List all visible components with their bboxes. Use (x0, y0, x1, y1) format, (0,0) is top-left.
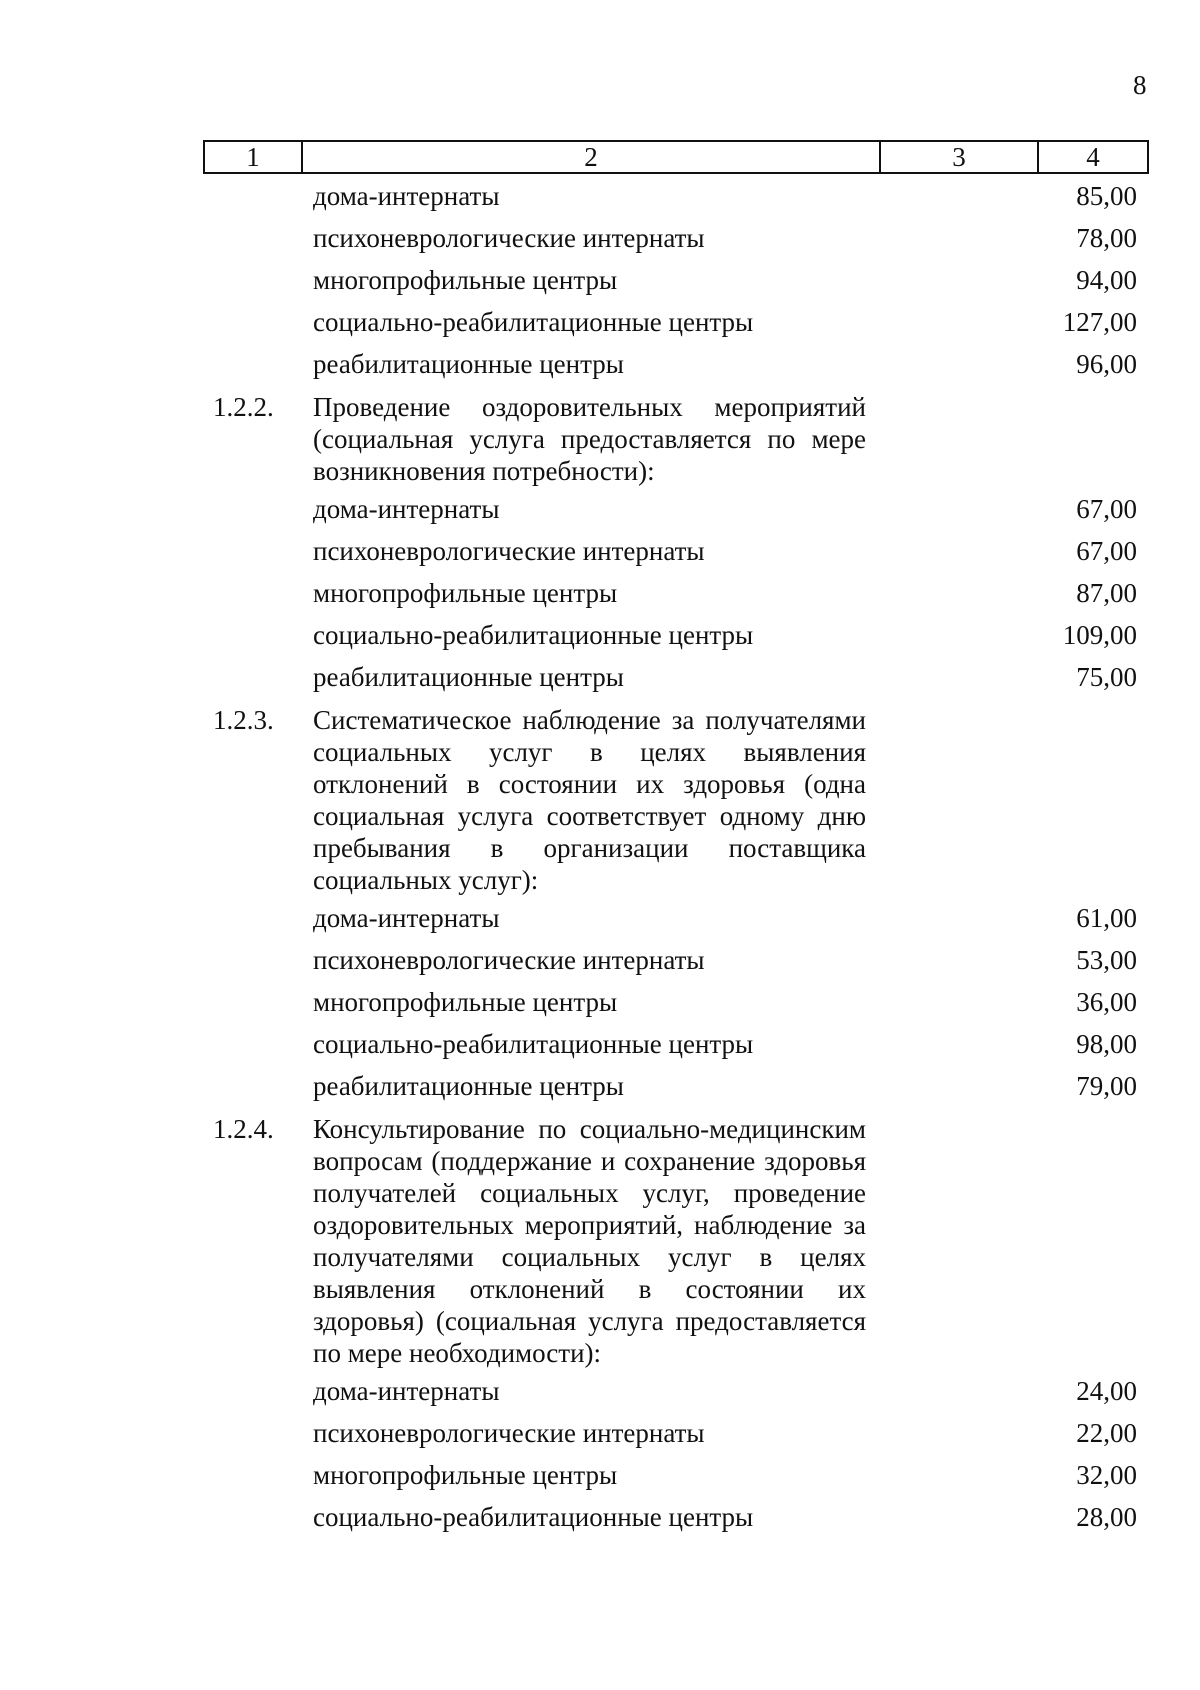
item-number: 1.2.3. (213, 705, 274, 735)
header-col-1: 1 (205, 142, 303, 172)
row-label: реабилитационные центры (313, 662, 624, 692)
row-label: психоневрологические интернаты (313, 945, 705, 975)
row-value: 87,00 (1076, 578, 1137, 608)
row-label: дома-интернаты (313, 903, 500, 933)
table-row (203, 1411, 1149, 1453)
item-number: 1.2.2. (213, 392, 274, 422)
row-value: 94,00 (1076, 265, 1137, 295)
item-description: Проведение оздоровительных мероприятий (социальная услуга предоставляется по мере возникновения потребности): (313, 392, 866, 486)
row-label: дома-интернаты (313, 1376, 500, 1406)
row-value: 28,00 (1076, 1502, 1137, 1532)
table-row (203, 655, 1149, 697)
row-label: дома-интернаты (313, 494, 500, 524)
table-row (203, 1369, 1149, 1411)
row-value: 96,00 (1076, 349, 1137, 379)
table-row (203, 938, 1149, 980)
header-col-2: 2 (303, 142, 881, 172)
table-row (203, 258, 1149, 300)
table-body (203, 174, 1149, 1537)
table-row (203, 1064, 1149, 1106)
row-value: 67,00 (1076, 536, 1137, 566)
row-value: 32,00 (1076, 1460, 1137, 1490)
row-label: социально-реабилитационные центры (313, 620, 754, 650)
row-value: 127,00 (1062, 307, 1137, 337)
header-col-4: 4 (1086, 141, 1100, 172)
row-value: 98,00 (1076, 1029, 1137, 1059)
row-value: 85,00 (1076, 181, 1137, 211)
row-label: многопрофильные центры (313, 987, 618, 1017)
table-row (203, 216, 1149, 258)
table-row (203, 1453, 1149, 1495)
row-label: многопрофильные центры (313, 578, 618, 608)
row-value: 53,00 (1076, 945, 1137, 975)
service-item (203, 384, 1149, 487)
table-row (203, 174, 1149, 216)
table-header (203, 140, 1149, 174)
row-value: 78,00 (1076, 223, 1137, 253)
row-label: реабилитационные центры (313, 349, 624, 379)
row-value: 75,00 (1076, 662, 1137, 692)
table-row (203, 300, 1149, 342)
service-item (203, 1106, 1149, 1369)
row-label: многопрофильные центры (313, 1460, 618, 1490)
row-value: 79,00 (1076, 1071, 1137, 1101)
row-label: социально-реабилитационные центры (313, 1502, 754, 1532)
row-label: дома-интернаты (313, 181, 500, 211)
item-description: Систематическое наблюдение за получателями социальных услуг в целях выявления отклонений в состоянии их здоровья (одна социальная услуга соответствует одному дню пребывания в организации поставщика социальных услуг): (313, 705, 866, 895)
row-label: реабилитационные центры (313, 1071, 624, 1101)
row-label: психоневрологические интернаты (313, 536, 705, 566)
row-label: многопрофильные центры (313, 265, 618, 295)
item-number: 1.2.4. (213, 1114, 274, 1144)
header-col-3: 3 (881, 142, 1039, 172)
table-row (203, 1022, 1149, 1064)
item-description: Консультирование по социально-медицинским вопросам (поддержание и сохранение здоровья получателей социальных услуг, проведение оздоровительных мероприятий, наблюдение за получателями социальных услуг в целях выявления отклонений в состоянии их здоровья) (социальная услуга предоставляется по мере необходимости): (313, 1114, 866, 1368)
row-value: 22,00 (1076, 1418, 1137, 1448)
table-row (203, 1495, 1149, 1537)
page-number: 8 (1133, 70, 1147, 100)
row-value: 109,00 (1062, 620, 1137, 650)
service-item (203, 697, 1149, 896)
table-row (203, 342, 1149, 384)
row-label: социально-реабилитационные центры (313, 307, 754, 337)
table-row (203, 896, 1149, 938)
row-label: психоневрологические интернаты (313, 1418, 705, 1448)
table-row (203, 980, 1149, 1022)
table-row (203, 487, 1149, 529)
row-label: психоневрологические интернаты (313, 223, 705, 253)
row-value: 24,00 (1076, 1376, 1137, 1406)
row-value: 67,00 (1076, 494, 1137, 524)
row-value: 61,00 (1076, 903, 1137, 933)
table-row (203, 529, 1149, 571)
row-label: социально-реабилитационные центры (313, 1029, 754, 1059)
row-value: 36,00 (1076, 987, 1137, 1017)
table-row (203, 571, 1149, 613)
table-row (203, 613, 1149, 655)
